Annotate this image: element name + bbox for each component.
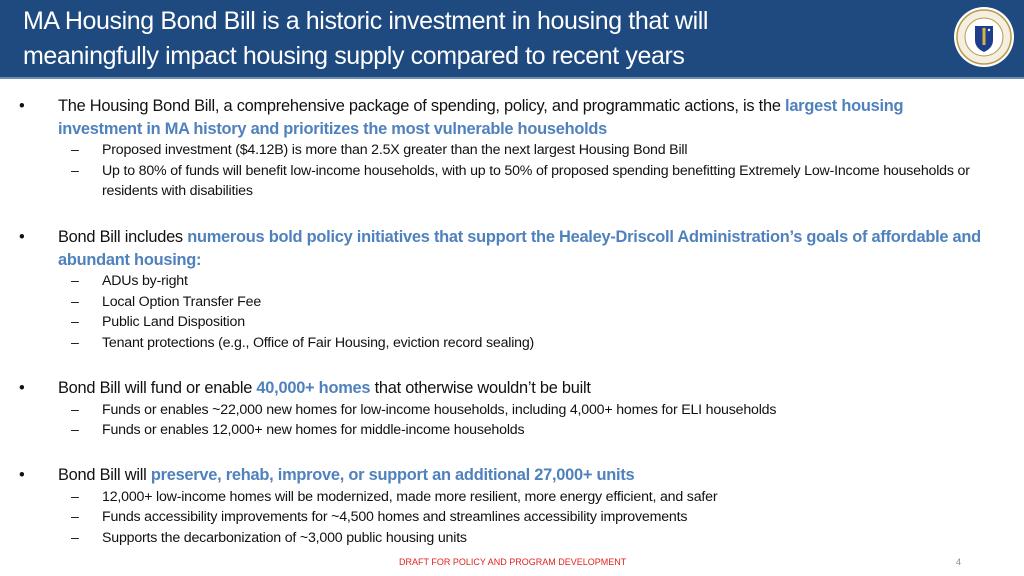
sub-bullet-item (0, 271, 992, 292)
dash-marker: – (71, 401, 79, 418)
bullet-group (0, 226, 1024, 353)
bullet-highlight: largest housing investment in MA history and prioritizes the most vulnerable households (58, 97, 904, 138)
draft-label: DRAFT FOR POLICY AND PROGRAM DEVELOPMENT (399, 557, 627, 567)
dash-marker: – (71, 334, 79, 351)
bullet-highlight: preserve, rehab, improve, or support an additional 27,000+ units (150, 466, 635, 484)
slide-header (0, 0, 1024, 79)
sub-bullet-item (0, 333, 992, 354)
sub-bullet-text: Funds accessibility improvements for ~4,500 homes and streamlines accessibility improvements (102, 509, 688, 526)
dash-marker: – (71, 314, 79, 331)
bullet-group (0, 464, 1024, 548)
bullet-marker: • (19, 97, 25, 115)
sub-bullet-item (0, 507, 992, 528)
bullet-item (0, 95, 988, 140)
sub-bullet-text: Up to 80% of funds will benefit low-income households, with up to 50% of proposed spending benefitting Extremely Low-Income households or residents with disabilities (102, 162, 970, 200)
sub-bullet-item (0, 400, 992, 421)
sub-bullet-item (0, 420, 992, 441)
sub-bullet-item (0, 528, 992, 549)
sub-bullet-item (0, 161, 992, 202)
dash-marker: – (71, 488, 79, 505)
sub-bullet-text: Tenant protections (e.g., Office of Fair Housing, eviction record sealing) (102, 334, 535, 351)
bullet-group (0, 95, 1024, 202)
sub-bullet-item (0, 292, 992, 313)
bullet-text: The Housing Bond Bill, a comprehensive package of spending, policy, and programmatic actions, is the (58, 97, 786, 115)
slide-title (23, 4, 708, 74)
sub-bullet-text: Public Land Disposition (102, 314, 245, 331)
bullet-marker: • (19, 379, 25, 397)
bullet-marker: • (19, 228, 25, 246)
title-line-1: MA Housing Bond Bill is a historic investment in housing that will (23, 7, 709, 35)
sub-bullet-text: 12,000+ low-income homes will be modernized, made more resilient, more energy efficient, and safer (102, 488, 718, 505)
dash-marker: – (71, 142, 79, 158)
bullet-item (0, 377, 988, 400)
sub-bullet-text: ADUs by-right (102, 273, 188, 289)
dash-marker: – (71, 509, 79, 526)
bullet-text-end: that otherwise wouldn’t be built (370, 379, 591, 397)
bullet-highlight: numerous bold policy initiatives that support the Healey-Driscoll Administration’s goals of affordable and abundant housing: (58, 228, 981, 269)
sub-bullet-item (0, 312, 992, 333)
bullet-text: Bond Bill will (58, 466, 151, 484)
sub-bullet-text: Funds or enables ~22,000 new homes for low-income households, including 4,000+ homes for ELI households (102, 401, 777, 418)
dash-marker: – (71, 162, 79, 179)
sub-bullet-item (0, 487, 992, 508)
title-line-2: meaningfully impact housing supply compared to recent years (23, 42, 685, 70)
page-number: 4 (956, 557, 962, 567)
sub-bullet-text: Local Option Transfer Fee (102, 293, 262, 310)
dash-marker: – (71, 529, 79, 546)
sub-bullet-item (0, 140, 992, 161)
bullet-item (0, 464, 988, 487)
bullet-text: Bond Bill includes (58, 228, 188, 246)
bullet-marker: • (19, 466, 25, 484)
massachusetts-seal-icon (953, 6, 1015, 68)
dash-marker: – (71, 293, 79, 310)
bullet-group (0, 377, 1024, 441)
sub-bullet-text: Funds or enables 12,000+ new homes for middle-income households (102, 422, 525, 439)
sub-bullet-text: Proposed investment ($4.12B) is more than 2.5X greater than the next largest Housing Bond Bill (102, 142, 688, 158)
sub-bullet-text: Supports the decarbonization of ~3,000 public housing units (102, 529, 467, 546)
bullet-text: Bond Bill will fund or enable (58, 379, 257, 397)
bullet-item (0, 226, 988, 271)
dash-marker: – (71, 273, 79, 289)
dash-marker: – (71, 422, 79, 439)
bullet-highlight: 40,000+ homes (256, 379, 371, 397)
